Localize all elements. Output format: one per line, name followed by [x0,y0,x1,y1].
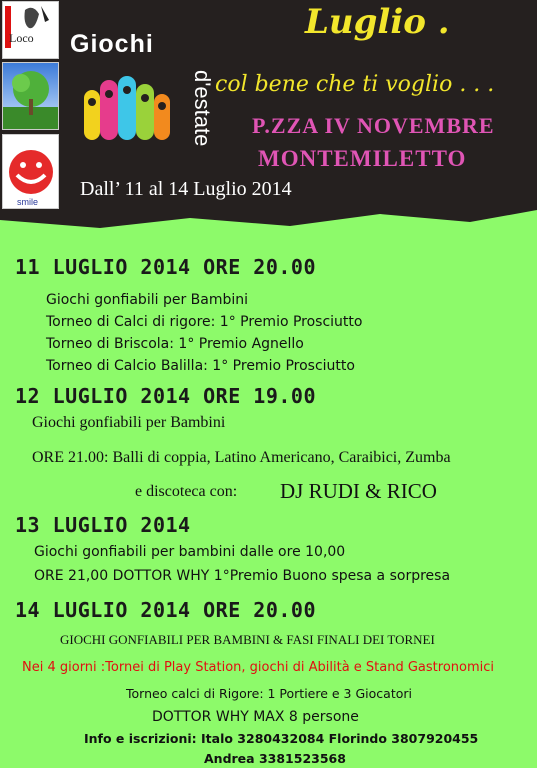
contacts-line: Andrea 3381523568 [204,751,346,766]
day2-line: ORE 21.00: Balli di coppia, Latino Americano, Caraibici, Zumba [32,449,451,466]
day3-heading: 13 LUGLIO 2014 [15,513,191,537]
subtitle: col bene che ti voglio . . . [215,72,495,97]
loco-logo [2,1,59,59]
luglio-title: Luglio . [305,2,450,42]
day4-line: GIOCHI GONFIABILI PER BAMBINI & FASI FINALI DEI TORNEI [60,632,435,647]
event-dates: Dall’ 11 al 14 Luglio 2014 [80,178,292,200]
day3-line: Giochi gonfiabili per bambini dalle ore 10,00 [34,544,346,560]
day4-line: DOTTOR WHY MAX 8 persone [152,709,359,725]
day2-line: Giochi gonfiabili per Bambini [32,414,226,431]
day2-line: e discoteca con: [135,483,238,500]
day1-line: Giochi gonfiabili per Bambini [46,292,249,308]
giochi-title: Giochi [70,30,154,58]
dj-name: DJ RUDI & RICO [280,479,437,503]
day4-line-highlight: Nei 4 giorni :Tornei di Play Station, giochi di Abilità e Stand Gastronomici [22,660,495,675]
town: MONTEMILETTO [258,146,467,171]
day3-line: ORE 21,00 DOTTOR WHY 1°Premio Buono spesa a sorpresa [34,568,451,584]
colorful-children-illustration [82,72,182,162]
day1-line: Torneo di Briscola: 1° Premio Agnello [46,336,304,352]
day1-heading: 11 LUGLIO 2014 ORE 20.00 [15,255,316,279]
smile-logo-text: smile [17,197,39,207]
day2-heading: 12 LUGLIO 2014 ORE 19.00 [15,384,316,408]
day4-line: Torneo calci di Rigore: 1 Portiere e 3 Giocatori [126,686,412,701]
loco-logo-text: Loco [9,31,34,45]
destate-text: d'estate [190,70,215,147]
location: P.ZZA IV NOVEMBRE [252,113,495,138]
destate-title [185,68,219,158]
smile-logo [2,134,59,209]
tree-logo [2,62,59,130]
day4-heading: 14 LUGLIO 2014 ORE 20.00 [15,598,316,622]
contacts-line: Info e iscrizioni: Italo 3280432084 Florindo 3807920455 [84,731,479,746]
day1-line: Torneo di Calcio Balilla: 1° Premio Prosciutto [46,358,355,374]
day1-line: Torneo di Calci di rigore: 1° Premio Prosciutto [46,314,363,330]
